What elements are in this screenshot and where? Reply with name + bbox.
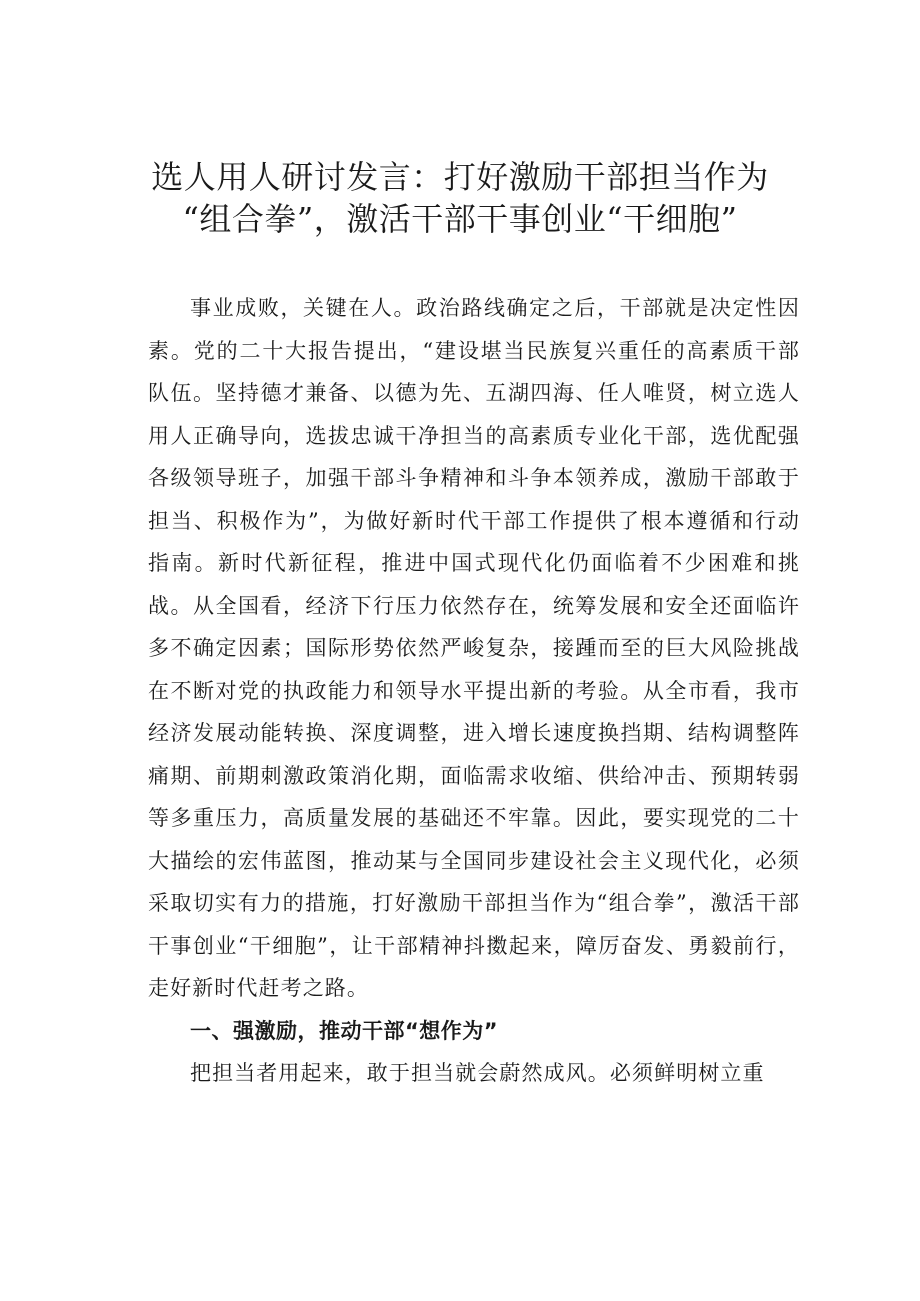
title-line-1: 选人用人研讨发言：打好激励干部担当作为 [151, 158, 769, 196]
title-line-2: “组合拳”，激活干部干事创业“干细胞” [182, 200, 738, 238]
document-body [148, 287, 800, 1095]
section-heading: 一、强激励，推动干部“想作为” [190, 1018, 499, 1043]
section-paragraph: 把担当者用起来，敢于担当就会蔚然成风。必须鲜明树立重 [190, 1061, 765, 1085]
document-title [120, 156, 800, 240]
intro-paragraph: 事业成败，关键在人。政治路线确定之后，干部就是决定性因素。党的二十大报告提出，“建设堪当民族复兴重任的高素质干部队伍。坚持德才兼备、以德为先、五湖四海、任人唯贤，树立选人用人正确导向，选拔忠诚干净担当的高素质专业化干部，选优配强各级领导班子，加强干部斗争精神和斗争本领养成，激励干部敢于担当、积极作为”，为做好新时代干部工作提供了根本遵循和行动指南。新时代新征程，推进中国式现代化仍面临着不少困难和挑战。从全国看，经济下行压力依然存在，统筹发展和安全还面临许多不确定因素；国际形势依然严峻复杂，接踵而至的巨大风险挑战在不断对党的执政能力和领导水平提出新的考验。从全市看，我市经济发展动能转换、深度调整，进入增长速度换挡期、结构调整阵痛期、前期刺激政策消化期，面临需求收缩、供给冲击、预期转弱等多重压力，高质量发展的基础还不牢靠。因此，要实现党的二十大描绘的宏伟蓝图，推动某与全国同步建设社会主义现代化，必须采取切实有力的措施，打好激励干部担当作为“组合拳”，激活干部干事创业“干细胞”，让干部精神抖擞起来，障厉奋发、勇毅前行，走好新时代赶考之路。 [148, 296, 800, 1000]
